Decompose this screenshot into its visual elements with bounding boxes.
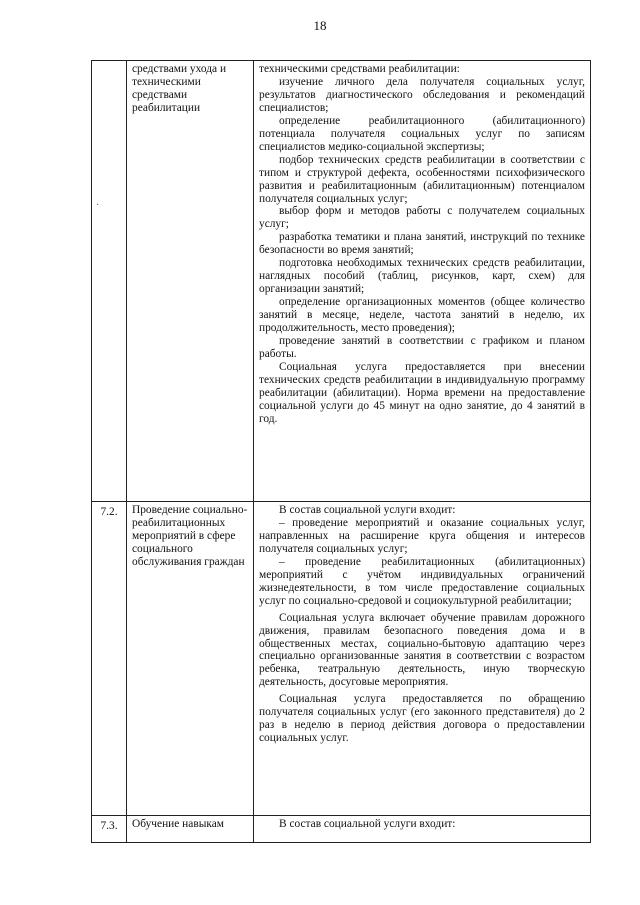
row-number: 7.3. bbox=[92, 816, 127, 843]
desc-paragraph: Социальная услуга предоставляется при внесении технических средств реабилитации в индивидуальную программу реабилитации (абилитации). Норма времени на предоставление социальной услуги до 45 минут на одно занятие, до 4 занятий в год. bbox=[259, 360, 585, 425]
row-number: 7.2. bbox=[92, 502, 127, 816]
table-row bbox=[92, 816, 591, 843]
service-description bbox=[254, 502, 591, 816]
desc-paragraph: проведение занятий в соответствии с графиком и планом работы. bbox=[259, 335, 585, 360]
desc-paragraph: Социальная услуга включает обучение правилам дорожного движения, правилам безопасного поведения дома и в общественных местах, социально-бытовую адаптацию через специально организованные занятия в соответствии с возрастом ребенка, театральную деятельность, иную творческую деятельность, досуговые мероприятия. bbox=[259, 611, 585, 689]
service-name: средствами ухода и техническими средствами реабилитации bbox=[127, 61, 254, 502]
margin-mark: · bbox=[96, 200, 100, 211]
desc-paragraph: определение организационных моментов (общее количество занятий в месяце, неделе, частота занятий в неделю, их продолжительность, место проведения); bbox=[259, 296, 585, 335]
page-number: 18 bbox=[313, 18, 327, 33]
desc-paragraph: изучение личного дела получателя социальных услуг, результатов диагностического обследования и рекомендаций специалистов; bbox=[259, 75, 585, 114]
desc-paragraph: подготовка необходимых технических средств реабилитации, наглядных пособий (таблиц, рисунков, карт, схем) для организации занятий; bbox=[259, 257, 585, 296]
desc-paragraph: В состав социальной услуги входит: bbox=[279, 818, 456, 830]
service-name: Обучение навыкам bbox=[127, 816, 254, 843]
service-name: Проведение социально-реабилитационных мероприятий в сфере социального обслуживания граждан bbox=[127, 502, 254, 816]
desc-paragraph: техническими средствами реабилитации: bbox=[259, 63, 460, 75]
table-row bbox=[92, 502, 591, 816]
service-description bbox=[254, 816, 591, 843]
desc-paragraph: разработка тематики и плана занятий, инструкций по технике безопасности во время занятий; bbox=[259, 231, 585, 257]
desc-paragraph: подбор технических средств реабилитации в соответствии с типом и структурой дефекта, особенностями психофизического развития и реабилитационным (абилитационным) потенциалом получателя социальных услуг; bbox=[259, 153, 585, 205]
desc-paragraph: выбор форм и методов работы с получателем социальных услуг; bbox=[259, 205, 585, 231]
services-table bbox=[91, 60, 591, 843]
table-row bbox=[92, 61, 591, 502]
desc-paragraph: Социальная услуга предоставляется по обращению получателя социальных услуг (его законного представителя) до 2 раз в неделю в период действия договора о предоставлении социальных услуг. bbox=[259, 693, 585, 745]
desc-paragraph: – проведение реабилитационных (абилитационных) мероприятий с учётом индивидуальных ограничений жизнедеятельности, в том числе предоставление социальных услуг по социально-средовой и социокультурной реабилитации; bbox=[259, 555, 585, 607]
desc-paragraph: В состав социальной услуги входит: bbox=[279, 504, 456, 516]
row-number bbox=[92, 61, 127, 502]
desc-paragraph: определение реабилитационного (абилитационного) потенциала получателя социальных услуг по записям специалистов медико-социальной экспертизы; bbox=[259, 114, 585, 153]
desc-paragraph: – проведение мероприятий и оказание социальных услуг, направленных на расширение круга общения и интересов получателя социальных услуг; bbox=[259, 516, 585, 555]
service-description bbox=[254, 61, 591, 502]
